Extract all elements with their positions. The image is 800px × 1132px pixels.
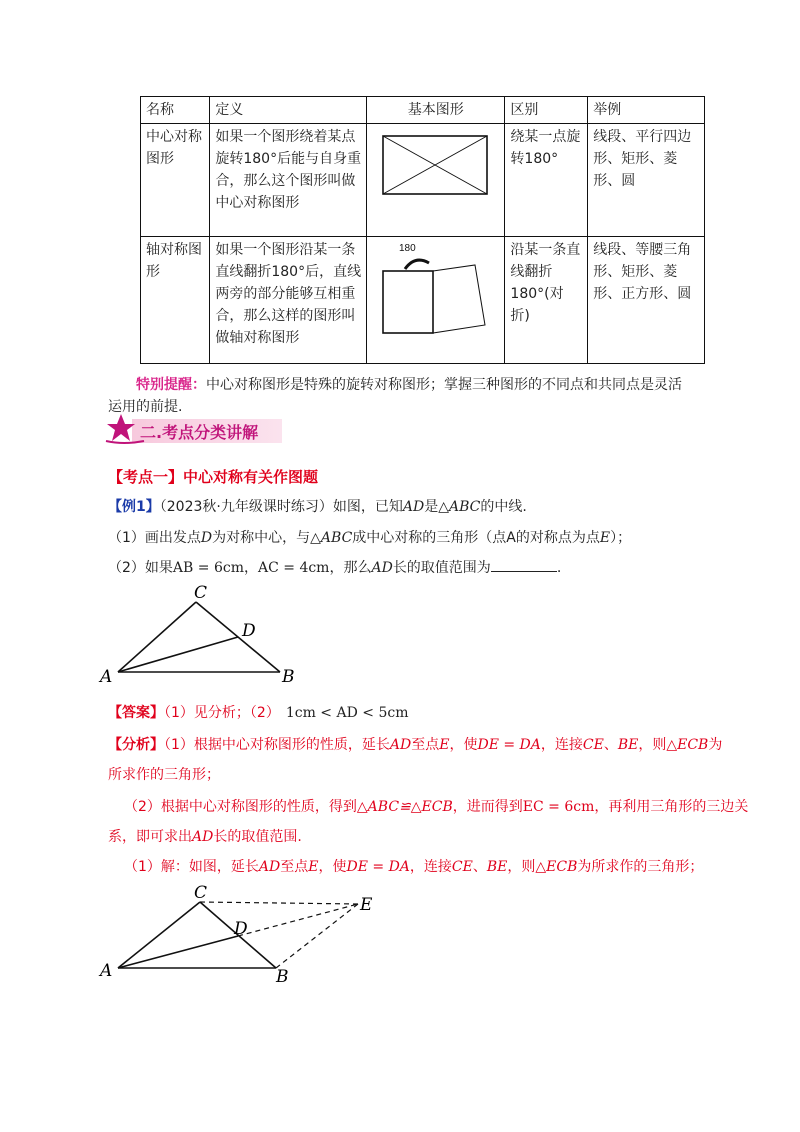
row-definition: 如果一个图形沿某一条直线翻折180°后，直线两旁的部分能够互相重合，那么这样的图形叫做轴对称图形 bbox=[210, 237, 367, 364]
text: 至点 bbox=[280, 859, 309, 875]
question-2 bbox=[108, 557, 561, 579]
math-DE-DA: DE = DA bbox=[477, 737, 541, 753]
text: ，那么 bbox=[329, 560, 372, 576]
question-1 bbox=[108, 527, 631, 549]
analysis-line-1 bbox=[108, 734, 722, 756]
row-examples: 线段、平行四边形、矩形、菱形、圆 bbox=[588, 124, 705, 237]
point-label-D: D bbox=[234, 919, 248, 939]
row-name: 轴对称图形 bbox=[141, 237, 210, 364]
analysis-tag: 【分析】 bbox=[108, 737, 164, 753]
table-header-row bbox=[141, 97, 705, 124]
header-cell: 区别 bbox=[505, 97, 588, 124]
math-AD: AD bbox=[402, 499, 425, 515]
math-BE: BE bbox=[617, 737, 639, 753]
text: （2）根据中心对称图形的性质，得到 bbox=[124, 799, 357, 815]
section-banner bbox=[104, 415, 284, 445]
point-label-D: D bbox=[242, 621, 256, 641]
math-D: D bbox=[200, 530, 213, 546]
analysis-line-2: 所求作的三角形； bbox=[108, 767, 220, 783]
text: ，使 bbox=[449, 737, 478, 753]
table-row bbox=[141, 237, 705, 364]
text: 、 bbox=[603, 737, 618, 753]
text: 为 bbox=[708, 737, 723, 753]
point-label-A: A bbox=[100, 961, 113, 981]
math-AD: AD bbox=[192, 829, 214, 845]
text: （1）画出发点 bbox=[108, 530, 201, 546]
kaodian-title: 【考点一】中心对称有关作图题 bbox=[108, 468, 319, 486]
row-difference: 沿某一条直线翻折180°(对折) bbox=[505, 237, 588, 364]
math-EC: EC = 6cm bbox=[522, 799, 595, 815]
math-triangle-ECB: △ECB bbox=[666, 737, 709, 753]
axis-symmetry-diagram-cell bbox=[367, 237, 505, 364]
text: （2）如果 bbox=[108, 560, 173, 576]
header-cell: 举例 bbox=[588, 97, 705, 124]
header-cell: 名称 bbox=[141, 97, 210, 124]
text: ，进而得到 bbox=[452, 799, 523, 815]
math-AC: AC = 4cm bbox=[257, 560, 330, 576]
rectangle-diagonals-figure bbox=[377, 126, 495, 206]
math-triangle-ECB: △ECB bbox=[535, 859, 578, 875]
math-AD: AD bbox=[389, 737, 412, 753]
fold-angle-label: 180 bbox=[398, 243, 416, 254]
math-congruence: △ABC≌△ECB bbox=[356, 799, 453, 815]
answer-text: （1）见分析；（2） bbox=[164, 705, 280, 721]
point-label-C: C bbox=[194, 584, 208, 603]
triangle-figure-1 bbox=[96, 584, 306, 684]
text: ，则 bbox=[507, 859, 536, 875]
text: ）； bbox=[610, 530, 632, 546]
text: ，使 bbox=[318, 859, 347, 875]
comparison-table bbox=[140, 96, 705, 364]
tip-text: 中心对称图形是特殊的旋转对称图形；掌握三种图形的不同点和共同点是灵活 bbox=[206, 377, 682, 393]
star-icon bbox=[106, 413, 136, 443]
math-BE: BE bbox=[486, 859, 508, 875]
point-label-C: C bbox=[194, 883, 208, 903]
text: . bbox=[556, 560, 562, 576]
text: 为对称中心，与 bbox=[212, 530, 311, 546]
row-name: 中心对称图形 bbox=[141, 124, 210, 237]
text: ，再利用三角形的三边关 bbox=[594, 799, 749, 815]
answer-line bbox=[108, 702, 408, 724]
tip-line bbox=[136, 374, 682, 396]
example-source: （2023秋·九年级课时练习）如图，已知 bbox=[159, 499, 403, 515]
table-row bbox=[141, 124, 705, 237]
text: 成中心对称的三角形（点A的对称点为点 bbox=[352, 530, 600, 546]
math-E: E bbox=[308, 859, 319, 875]
triangle-figure-2 bbox=[96, 880, 386, 990]
text: 长的取值范围为 bbox=[392, 560, 491, 576]
point-label-A: A bbox=[100, 667, 113, 684]
text: （1）解：如图，延长 bbox=[124, 859, 259, 875]
text: 、 bbox=[472, 859, 487, 875]
answer-range: 1cm < AD < 5cm bbox=[285, 705, 409, 721]
row-difference: 绕某一点旋转180° bbox=[505, 124, 588, 237]
text: ，连接 bbox=[540, 737, 583, 753]
header-cell: 定义 bbox=[210, 97, 367, 124]
text: ，则 bbox=[638, 737, 667, 753]
math-AD: AD bbox=[258, 859, 281, 875]
header-cell: 基本图形 bbox=[367, 97, 505, 124]
answer-tag: 【答案】 bbox=[108, 705, 164, 721]
point-label-B: B bbox=[276, 967, 289, 987]
text: ， bbox=[243, 560, 258, 576]
math-E: E bbox=[599, 530, 611, 546]
solution-line-1 bbox=[124, 856, 703, 878]
text: 为所求作的三角形； bbox=[577, 859, 704, 875]
text: （1）根据中心对称图形的性质，延长 bbox=[164, 737, 390, 753]
tip-text-continued: 运用的前提. bbox=[108, 399, 183, 415]
point-label-B: B bbox=[282, 667, 295, 684]
text: 是 bbox=[424, 499, 439, 515]
analysis-line-4 bbox=[108, 826, 302, 848]
math-CE: CE bbox=[582, 737, 604, 753]
text: 系，即可求出 bbox=[108, 829, 192, 845]
row-definition: 如果一个图形绕着某点旋转180°后能与自身重合，那么这个图形叫做中心对称图形 bbox=[210, 124, 367, 237]
answer-blank bbox=[491, 557, 557, 572]
math-triangle-ABC: △ABC bbox=[438, 499, 481, 515]
example-tag: 【例1】 bbox=[108, 499, 160, 515]
math-AD: AD bbox=[371, 560, 393, 576]
math-E: E bbox=[439, 737, 450, 753]
central-symmetry-diagram-cell bbox=[367, 124, 505, 237]
text: 长的取值范围. bbox=[213, 829, 302, 845]
tip-label: 特别提醒： bbox=[136, 377, 206, 393]
fold-figure bbox=[377, 239, 495, 339]
row-examples: 线段、等腰三角形、矩形、菱形、正方形、圆 bbox=[588, 237, 705, 364]
example-line bbox=[108, 496, 527, 518]
analysis-line-3 bbox=[124, 796, 748, 818]
text: ，连接 bbox=[409, 859, 452, 875]
text: 的中线. bbox=[480, 499, 527, 515]
point-label-E: E bbox=[360, 895, 373, 915]
math-AB: AB = 6cm bbox=[172, 560, 244, 576]
section-title: 二.考点分类讲解 bbox=[140, 423, 259, 442]
math-triangle-ABC: △ABC bbox=[310, 530, 353, 546]
text: 至点 bbox=[411, 737, 440, 753]
math-DE-DA: DE = DA bbox=[346, 859, 410, 875]
math-CE: CE bbox=[451, 859, 473, 875]
